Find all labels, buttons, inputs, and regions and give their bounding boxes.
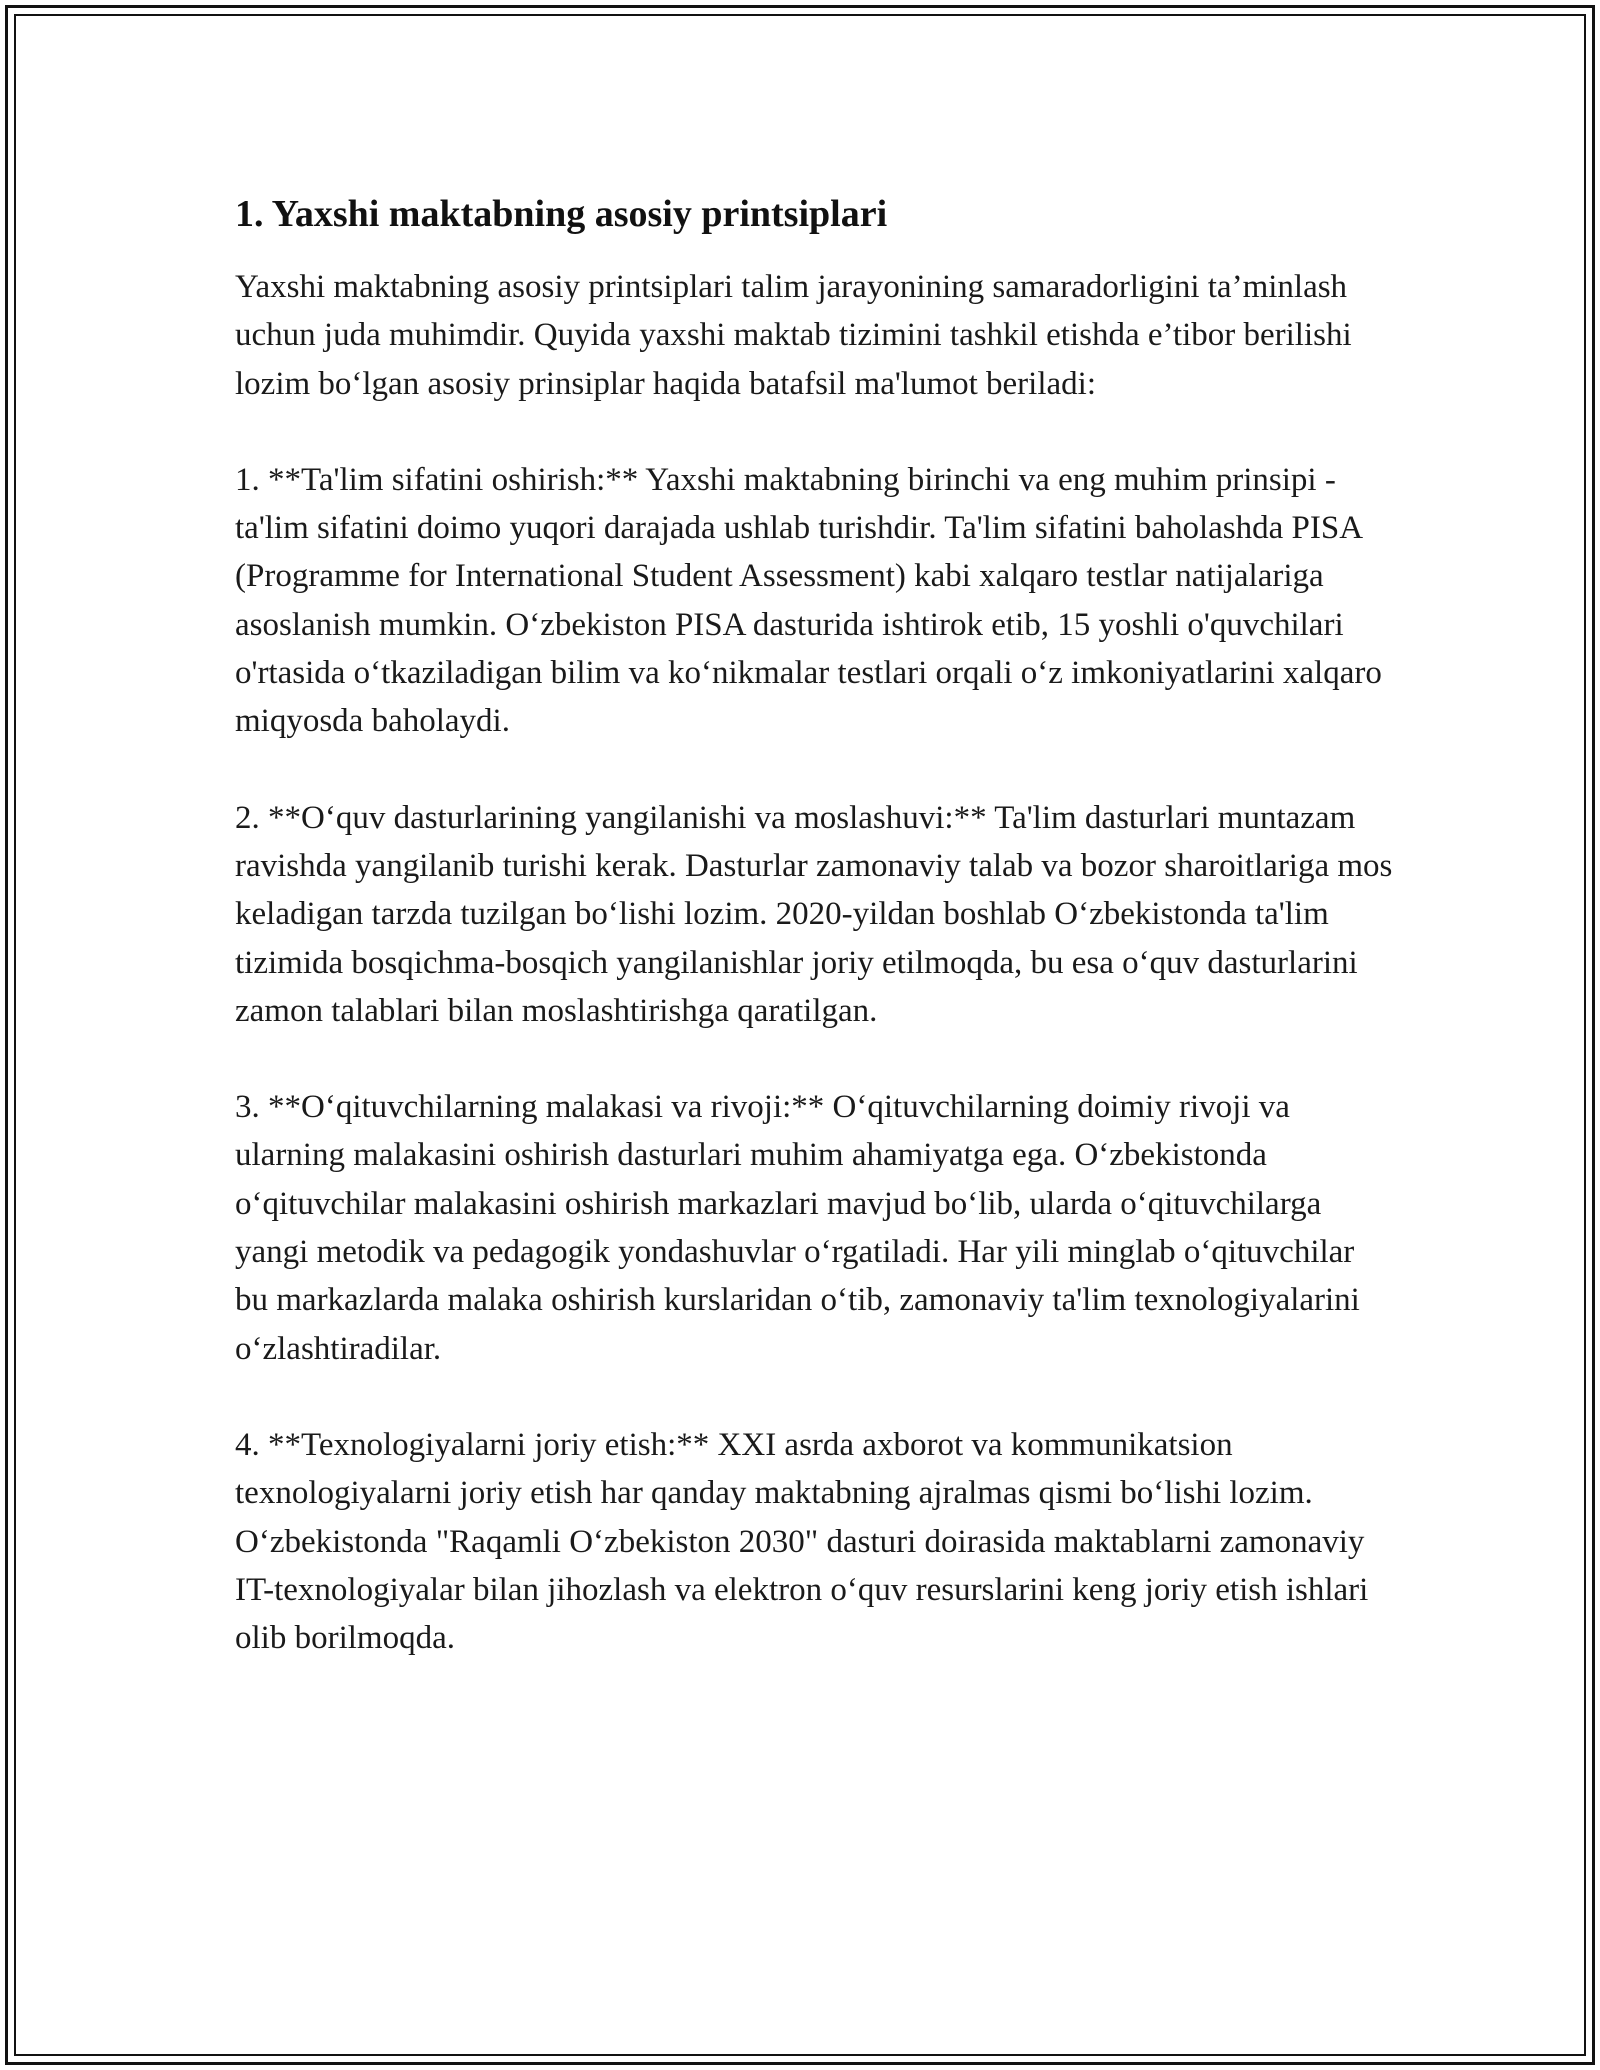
- intro-paragraph: Yaxshi maktabning asosiy printsiplari talim jarayonining samaradorligini ta’minlash uchun juda muhimdir. Quyida yaxshi maktab tizimini tashkil etishda e’tibor berilishi lozim bo‘lgan asosiy prinsiplar haqida batafsil ma'lumot beriladi:: [235, 269, 1352, 402]
- principle-2-paragraph: 2. **O‘quv dasturlarining yangilanishi va moslashuvi:** Ta'lim dasturlari muntazam ravishda yangilanib turishi kerak. Dasturlar zamonaviy talab va bozor sharoitlariga mos keladigan tarzda tuzilgan bo‘lishi lozim. 2020-yildan boshlab O‘zbekistonda ta'lim tizimida bosqichma-bosqich yangilanishlar joriy etilmoqda, bu esa o‘quv dasturlarini zamon talablari bilan moslashtirishga qaratilgan.: [235, 799, 1393, 1029]
- principle-4-paragraph: 4. **Texnologiyalarni joriy etish:** XXI asrda axborot va kommunikatsion texnologiyalarni joriy etish har qanday maktabning ajralmas qismi bo‘lishi lozim. O‘zbekistonda "Raqamli O‘zbekiston 2030" dasturi doirasida maktablarni zamonaviy IT-texnologiyalar bilan jihozlash va elektron o‘quv resurslarini keng joriy etish ishlari olib borilmoqda.: [235, 1426, 1369, 1657]
- principle-1-paragraph: 1. **Ta'lim sifatini oshirish:** Yaxshi maktabning birinchi va eng muhim prinsipi - ta'lim sifatini doimo yuqori darajada ushlab turishdir. Ta'lim sifatini baholashda PISA (Programme for International Student Assessment) kabi xalqaro testlar natijalariga asoslanish mumkin. O‘zbekiston PISA dasturida ishtirok etib, 15 yoshli o'quvchilari o'rtasida o‘tkaziladigan bilim va ko‘nikmalar testlari orqali o‘z imkoniyatlarini xalqaro miqyosda baholaydi.: [235, 461, 1382, 740]
- principle-3-paragraph: 3. **O‘qituvchilarning malakasi va rivoji:** O‘qituvchilarning doimiy rivoji va ularning malakasini oshirish dasturlari muhim ahamiyatga ega. O‘zbekistonda o‘qituvchilar malakasini oshirish markazlari mavjud bo‘lib, ularda o‘qituvchilarga yangi metodik va pedagogik yondashuvlar o‘rgatiladi. Har yili minglab o‘qituvchilar bu markazlarda malaka oshirish kurslaridan o‘tib, zamonaviy ta'lim texnologiyalarini o‘zlashtiradilar.: [235, 1089, 1360, 1367]
- section-heading: 1. Yaxshi maktabning asosiy printsiplari: [235, 193, 888, 235]
- document-page: [235, 190, 1395, 1710]
